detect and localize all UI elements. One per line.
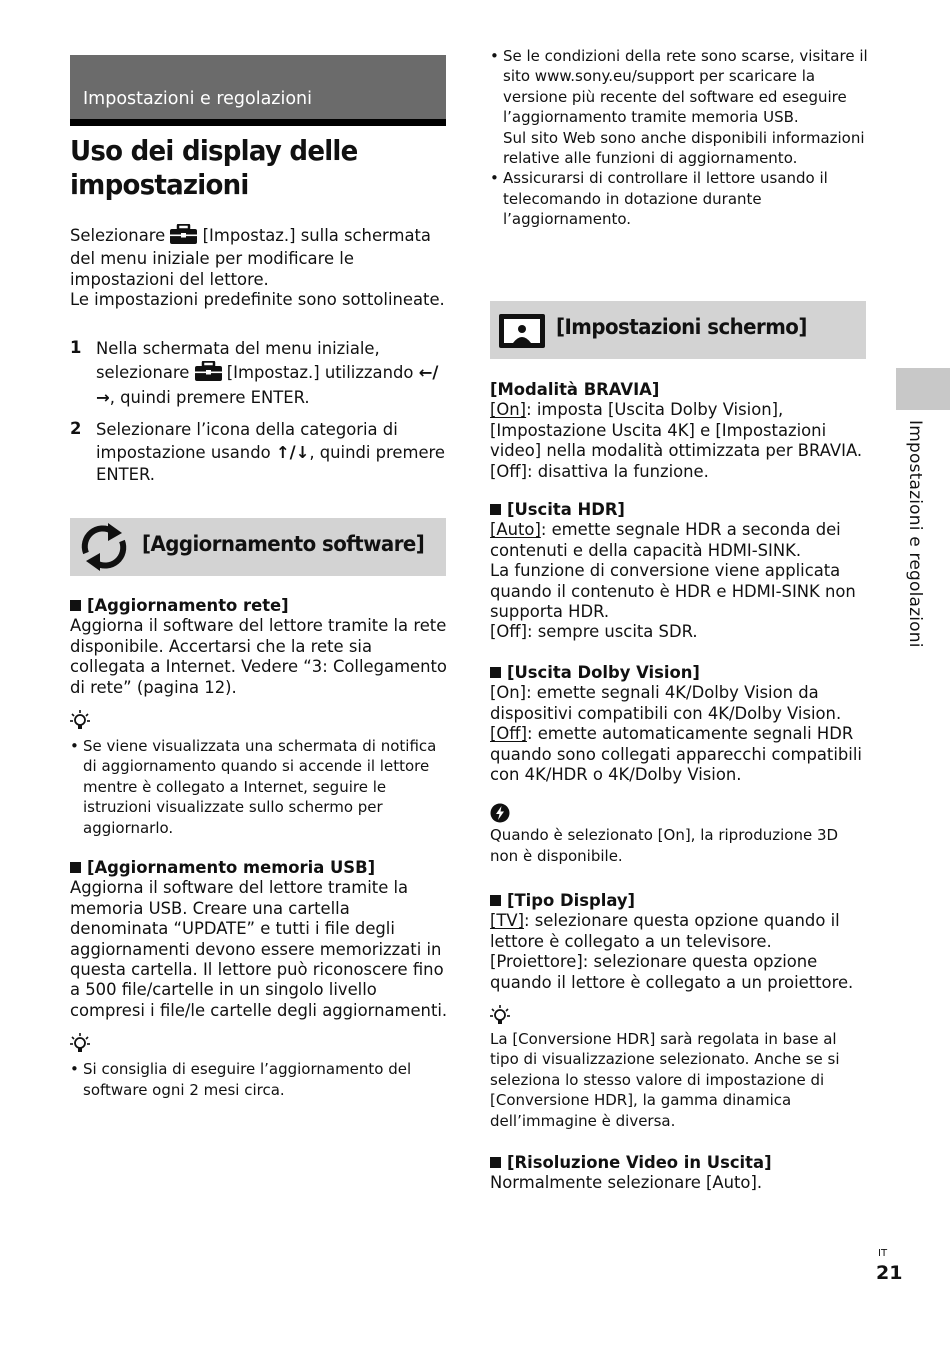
tip-bullet: • Si consiglia di eseguire l’aggiornamento del software ogni 2 mesi circa. [70, 1059, 450, 1100]
up-down-arrow-icon: ↑/↓ [275, 442, 310, 462]
step-number: 2 [70, 419, 82, 438]
note-text: • Se le condizioni della rete sono scarse, visitare il sito www.sony.eu/support per scaricare la versione più recente del software ed eseguire l’aggiornamento tramite memoria USB. [503, 47, 868, 127]
side-tab-marker [896, 368, 950, 410]
note-text: Quando è selezionato [On], la riproduzione 3D non è disponibile. [490, 826, 839, 865]
software-update-header [70, 518, 446, 576]
refresh-icon [78, 523, 130, 575]
step-number: 1 [70, 338, 82, 357]
square-bullet-icon [490, 667, 501, 678]
network-update-section [70, 596, 450, 838]
subheading: [Aggiornamento memoria USB] [87, 858, 376, 877]
intro-post: [Impostaz.] sulla schermata del menu iniziale per modificare le impostazioni del lettore. [70, 226, 431, 289]
intro-line2: Le impostazioni predefinite sono sottolineate. [70, 290, 445, 310]
lightbulb-icon [490, 1005, 870, 1029]
option-text: : imposta [Uscita Dolby Vision], [Impostazione Uscita 4K] e [Impostazioni video] nella modalità ottimizzata per BRAVIA. [490, 400, 863, 461]
video-resolution-section [490, 1153, 870, 1194]
subheading: [Aggiornamento rete] [87, 596, 289, 615]
lightbulb-icon [70, 1033, 450, 1057]
section-band-label: Impostazioni e regolazioni [83, 89, 313, 109]
note-text: Sul sito Web sono anche disponibili informazioni relative alle funzioni di aggiornamento. [503, 128, 865, 168]
subheading: [Modalità BRAVIA] [490, 380, 660, 399]
dolby-vision-section [490, 663, 870, 866]
step-1 [70, 338, 450, 410]
section-body: Aggiorna il software del lettore tramite la memoria USB. Creare una cartella denominata “UPDATE” e tutti i file degli aggiornamenti devono essere memorizzati in questa cartella. Il lettore può riconoscere fino a 500 file/cartelle in un singolo livello compresi i file/le cartelle degli aggiornamenti. [70, 878, 448, 1020]
step-text: , quindi premere ENTER. [109, 388, 310, 407]
usb-update-section [70, 858, 450, 1100]
step-text: [Impostaz.] utilizzando [226, 362, 414, 382]
option-text: : selezionare questa opzione quando il lettore è collegato a un televisore. [490, 911, 840, 951]
section-band [70, 55, 446, 126]
square-bullet-icon [70, 862, 81, 873]
default-option: [Off] [490, 724, 527, 744]
page-title [70, 134, 451, 202]
warning-icon [490, 803, 870, 825]
language-code: IT [878, 1248, 888, 1259]
step-text: Selezionare l’icona della categoria di impostazione usando [96, 420, 398, 462]
side-tab-label: Impostazioni e regolazioni [905, 420, 925, 648]
square-bullet-icon [70, 600, 81, 611]
screen-icon [499, 314, 545, 352]
option-text: [Off]: disattiva la funzione. [490, 461, 709, 481]
default-option: [TV] [490, 911, 525, 931]
option-text: La funzione di conversione viene applicata quando il contenuto è HDR e HDMI-SINK non supporta HDR. [490, 561, 856, 622]
option-text: [On]: emette segnali 4K/Dolby Vision da dispositivi compatibili con 4K/Dolby Vision. [490, 683, 842, 723]
page-number: 21 [876, 1262, 903, 1284]
square-bullet-icon [490, 895, 501, 906]
toolbox-icon [170, 224, 197, 249]
screen-settings-header [490, 301, 866, 359]
note-text: • Assicurarsi di controllare il lettore usando il telecomando in dotazione durante l’aggiornamento. [490, 168, 870, 229]
tip-bullet: • Se viene visualizzata una schermata di notifica di aggiornamento quando si accende il lettore mentre è collegato a Internet, seguire le istruzioni visualizzate sullo schermo per aggiornarlo. [70, 736, 450, 838]
hdr-output-section [490, 500, 870, 643]
screen-settings-title: [Impostazioni schermo] [556, 315, 807, 340]
subheading: [Uscita Dolby Vision] [507, 663, 700, 682]
intro-text [70, 224, 450, 311]
option-text: : emette segnale HDR a seconda dei contenuti e della capacità HDMI-SINK. [490, 520, 841, 560]
square-bullet-icon [490, 504, 501, 515]
option-text: [Off]: sempre uscita SDR. [490, 622, 698, 642]
software-update-title: [Aggiornamento software] [142, 532, 425, 557]
display-type-section [490, 891, 870, 1131]
toolbox-icon [195, 361, 222, 388]
tip-text: La [Conversione HDR] sarà regolata in base al tipo di visualizzazione selezionato. Anche se si seleziona lo stesso valore di impostazione di [Conversione HDR], la gamma dinamica dell’immagine è diversa. [490, 1030, 840, 1130]
left-right-arrow-icon: ←/→ [96, 362, 439, 407]
default-option: [Auto] [490, 520, 541, 540]
section-body: Normalmente selezionare [Auto]. [490, 1173, 763, 1193]
subheading: [Tipo Display] [507, 891, 636, 910]
subheading: [Risoluzione Video in Uscita] [507, 1153, 772, 1172]
option-text: [Proiettore]: selezionare questa opzione quando il lettore è collegato a un proiettore. [490, 952, 854, 992]
option-text: : emette automaticamente segnali HDR quando sono collegati apparecchi compatibili con 4K/HDR o 4K/Dolby Vision. [490, 724, 862, 785]
step-text: Nella schermata del menu iniziale, selezionare [96, 339, 380, 382]
section-body: Aggiorna il software del lettore tramite la rete disponibile. Accertarsi che la rete sia collegata a Internet. Vedere “3: Collegamento di rete” (pagina 12). [70, 616, 447, 697]
lightbulb-icon [70, 710, 450, 734]
page-title-line1: Uso dei display delle [70, 134, 358, 167]
step-2 [70, 419, 450, 487]
default-option: [On] [490, 400, 527, 420]
page-title-line2: impostazioni [70, 168, 249, 201]
intro-pre: Selezionare [70, 226, 166, 245]
square-bullet-icon [490, 1157, 501, 1168]
network-notes [490, 46, 870, 230]
step-text: , quindi premere ENTER. [96, 442, 446, 484]
subheading: [Uscita HDR] [507, 500, 625, 519]
bravia-mode-section [490, 380, 870, 482]
